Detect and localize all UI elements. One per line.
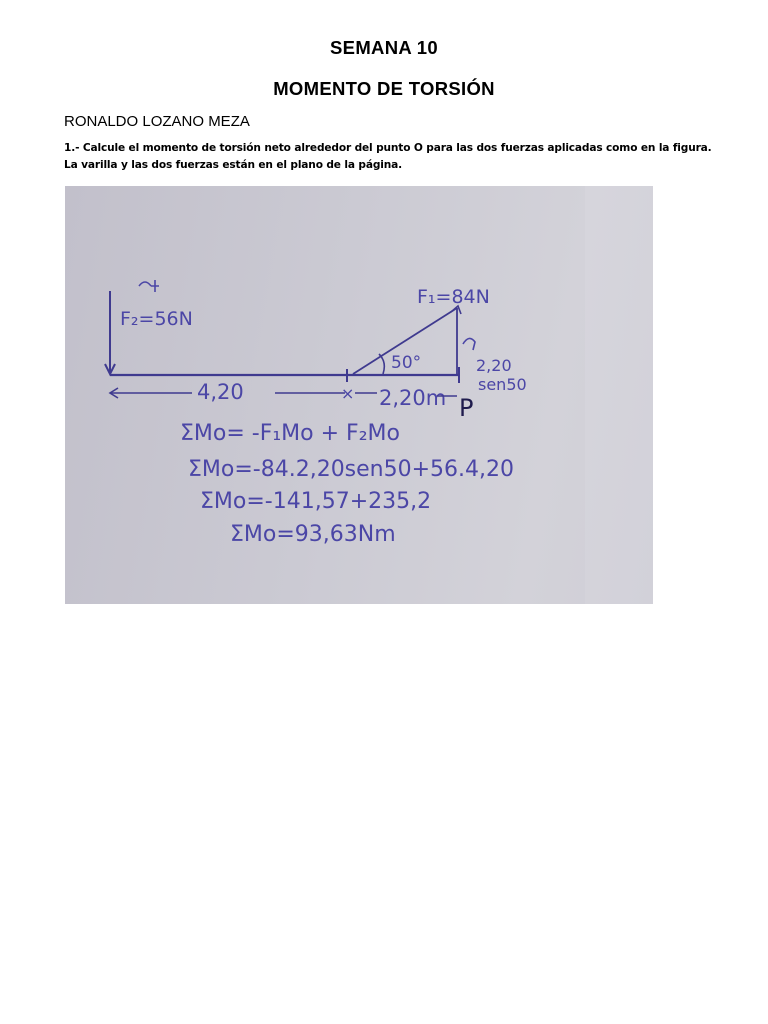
f1-label: F₁=84N <box>417 286 490 308</box>
equation-2: ΣMo=-84.2,20sen50+56.4,20 <box>188 457 515 482</box>
f2-label: F₂=56N <box>120 308 193 330</box>
title-week: SEMANA 10 <box>330 37 438 58</box>
equation-4: ΣMo=93,63Nm <box>230 522 396 547</box>
side-trig: sen50 <box>478 375 527 394</box>
question-text: 1.- Calcule el momento de torsión neto alrededor del punto O para las dos fuerzas aplicadas como en la figura. La varilla y las dos fuerzas están en el plano de la página. <box>64 142 712 171</box>
angle-label: 50° <box>391 353 422 373</box>
title-topic: MOMENTO DE TORSIÓN <box>273 78 495 99</box>
dimension-cross: × <box>341 384 355 403</box>
author-name: RONALDO LOZANO MEZA <box>64 113 250 130</box>
equation-3: ΣMo=-141,57+235,2 <box>200 489 432 514</box>
rotation-arrow-icon <box>463 338 475 350</box>
right-length-label: 2,20m <box>379 386 447 410</box>
left-length-label: 4,20 <box>197 380 244 404</box>
rotation-symbol-icon <box>139 280 159 292</box>
equation-1: ΣMo= -F₁Mo + F₂Mo <box>180 421 400 446</box>
handwritten-solution-photo <box>65 186 653 604</box>
point-p-label: P <box>459 394 474 422</box>
side-value: 2,20 <box>476 356 512 375</box>
handwritten-diagram <box>65 186 653 604</box>
